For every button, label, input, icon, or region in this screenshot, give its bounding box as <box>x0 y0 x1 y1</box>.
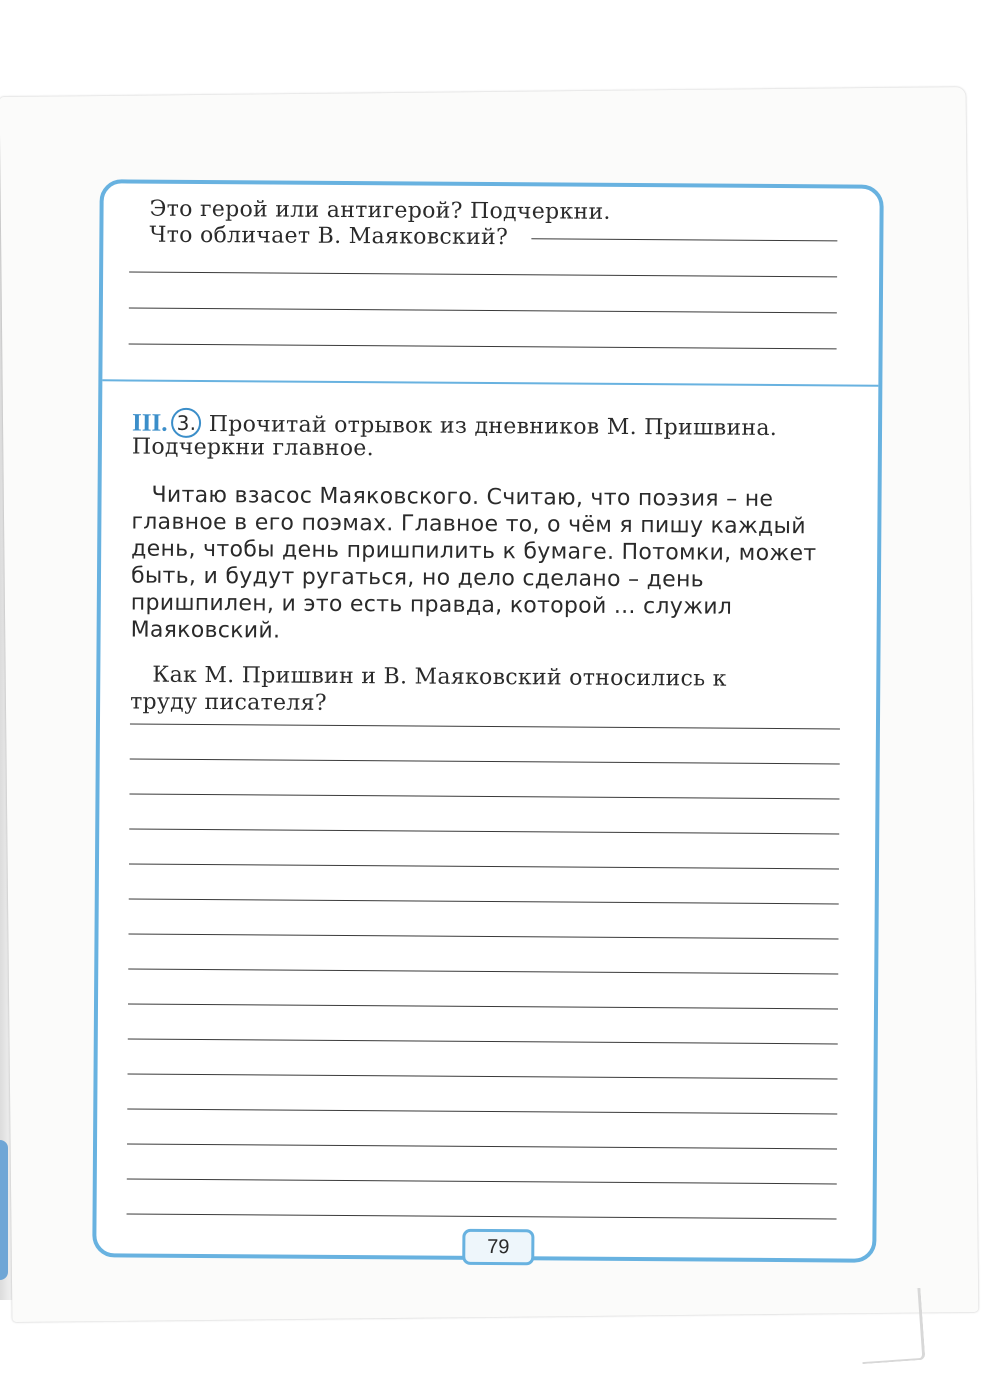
answer-line[interactable] <box>127 1178 837 1184</box>
excerpt-line: главное в его поэмах. Главное то, о чём я пишу каждый <box>131 509 806 540</box>
task-number-badge: 3. <box>171 408 201 438</box>
excerpt-line: Читаю взасос Маяковского. Считаю, что поэзия – не <box>151 482 774 512</box>
answer-line[interactable] <box>129 793 839 799</box>
section-numeral: III. <box>131 409 168 437</box>
answer-line[interactable] <box>127 1213 837 1219</box>
answer-line[interactable] <box>127 1143 837 1149</box>
answer-line[interactable] <box>129 933 839 939</box>
answer-line[interactable] <box>128 1073 838 1079</box>
answer-line[interactable] <box>128 1003 838 1009</box>
answer-line[interactable] <box>127 1108 837 1114</box>
workbook-frame <box>92 179 884 1262</box>
writers-work-question: Как М. Пришвин и В. Маяковский относились к <box>152 662 727 692</box>
mayakovsky-question: Что обличает В. Маяковский? <box>149 222 509 251</box>
page-stack-edge <box>858 1288 926 1364</box>
excerpt-line: Маяковский. <box>130 617 281 644</box>
answer-line[interactable] <box>129 343 837 349</box>
answer-line[interactable] <box>129 898 839 904</box>
page-number: 79 <box>462 1229 534 1266</box>
answer-line[interactable] <box>129 828 839 834</box>
excerpt-line: пришпилен, и это есть правда, которой ... служил <box>130 590 733 620</box>
answer-line[interactable] <box>129 863 839 869</box>
answer-line[interactable] <box>129 271 837 277</box>
answer-line[interactable] <box>129 307 837 313</box>
answer-line[interactable] <box>128 968 838 974</box>
writers-work-question-line-2: труду писателя? <box>130 689 328 716</box>
hero-question: Это герой или антигерой? Подчеркни. <box>149 196 611 225</box>
book-spine-blue-edge <box>0 1140 8 1280</box>
answer-line[interactable] <box>130 758 840 764</box>
answer-line[interactable] <box>130 724 840 730</box>
excerpt-line: день, чтобы день пришпилить к бумаге. Потомки, может <box>131 536 817 567</box>
instruction-text: Прочитай отрывок из дневников М. Пришвина. <box>208 412 778 442</box>
answer-line[interactable] <box>128 1038 838 1044</box>
excerpt-line: быть, и будут ругаться, но дело сделано – день <box>130 563 705 593</box>
answer-line[interactable] <box>531 238 837 241</box>
section-divider <box>102 379 878 386</box>
instruction-line-2: Подчеркни главное. <box>131 434 375 462</box>
